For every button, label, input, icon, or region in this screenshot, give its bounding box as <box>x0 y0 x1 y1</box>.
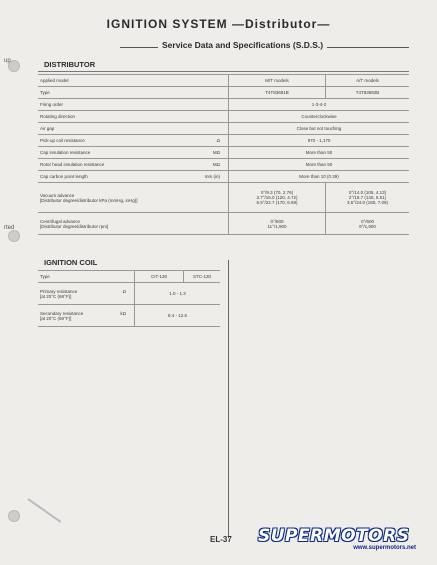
row-unit: mm (in) <box>204 174 220 179</box>
row-value-mt: T4T83681B <box>229 87 326 99</box>
row-value-at: A/T models <box>326 75 410 87</box>
row-label: Type <box>38 271 135 283</box>
distributor-table <box>38 74 409 235</box>
row-label: Ω Pick-up coil resistance <box>38 135 229 147</box>
table-row <box>38 283 220 305</box>
table-row <box>38 147 409 159</box>
row-label: kΩ Secondary resistance [at 20°C (68°F)] <box>38 305 135 327</box>
row-value: 970 - 1,170 <box>229 135 410 147</box>
row-label: Rotating direction <box>38 111 229 123</box>
row-value-at: 0°/14.0 (105, 4.13) 2°/18.7 (140, 5.51) 3.5°/24.0 (180, 7.09) <box>326 183 410 213</box>
page-subtitle: Service Data and Specifications (S.D.S.) <box>158 40 327 50</box>
table-row <box>38 305 220 327</box>
section-heading-ignition-coil: IGNITION COIL <box>44 258 98 267</box>
row-label: Firing order <box>38 99 229 111</box>
table-row <box>38 111 409 123</box>
row-label: Ω Primary resistance [at 20°C (68°F)] <box>38 283 135 305</box>
table-row <box>38 99 409 111</box>
table-row <box>38 171 409 183</box>
row-label: mm (in) Cap carbon point length <box>38 171 229 183</box>
row-label: Vacuum advance [Distributor degree/distributor kPa (mmHg, inHg)] <box>38 183 229 213</box>
row-unit: Ω <box>216 138 220 143</box>
ignition-coil-table <box>38 270 220 327</box>
page-number: EL-37 <box>210 535 232 544</box>
table-row <box>38 183 409 213</box>
row-value: More than 50 <box>229 147 410 159</box>
table-row <box>38 135 409 147</box>
table-row <box>38 123 409 135</box>
logo-url: www.supermotors.net <box>353 545 416 551</box>
row-label: Air gap <box>38 123 229 135</box>
row-value: 1-3-4-2 <box>229 99 410 111</box>
page-title: IGNITION SYSTEM —Distributor— <box>106 17 331 31</box>
row-value-stc: STC-130 <box>184 271 221 283</box>
supermotors-logo <box>258 528 420 554</box>
punch-hole <box>8 510 20 522</box>
margin-note: up <box>4 58 11 64</box>
row-value: 1.0 - 1.3 <box>135 283 221 305</box>
table-row <box>38 87 409 99</box>
row-value-mt: 0°/9.3 (70, 2.76) 3.7°/16.0 (120, 4.72) 6.5°/22.7 (170, 6.69) <box>229 183 326 213</box>
scan-mark <box>27 498 61 523</box>
row-value-mt: 0°/600 11°/1,900 <box>229 213 326 235</box>
table-row <box>38 159 409 171</box>
row-unit: kΩ <box>120 310 126 316</box>
table-row <box>38 271 220 283</box>
row-unit: MΩ <box>212 162 220 167</box>
row-label: MΩ Cap insulation resistance <box>38 147 229 159</box>
row-label: Type <box>38 87 229 99</box>
margin-note: rted <box>4 225 15 231</box>
row-value-mt: M/T models <box>229 75 326 87</box>
row-value: Counterclockwise <box>229 111 410 123</box>
row-value: More than 50 <box>229 159 410 171</box>
row-value: 8.4 - 12.6 <box>135 305 221 327</box>
row-value: Close but not touching <box>229 123 410 135</box>
section-heading-distributor: DISTRIBUTOR <box>44 60 96 69</box>
row-unit: Ω <box>122 288 126 294</box>
row-value: More than 10 (0.39) <box>229 171 410 183</box>
table-row <box>38 75 409 87</box>
logo-text: SUPERMOTORS <box>258 526 410 546</box>
row-value-cit: CIT-130 <box>135 271 184 283</box>
section-rule <box>38 71 409 72</box>
row-label: Centrifugal advance [Distributor degree/distributor rpm] <box>38 213 229 235</box>
column-divider <box>228 260 229 538</box>
row-unit: MΩ <box>212 150 220 155</box>
table-row <box>38 213 409 235</box>
row-value-at: T4T83682B <box>326 87 410 99</box>
punch-hole <box>8 230 20 242</box>
row-label: MΩ Rotor head insulation resistance <box>38 159 229 171</box>
subtitle-row <box>38 40 409 50</box>
row-value-at: 0°/600 9°/1,900 <box>326 213 410 235</box>
row-label: Applied model <box>38 75 229 87</box>
